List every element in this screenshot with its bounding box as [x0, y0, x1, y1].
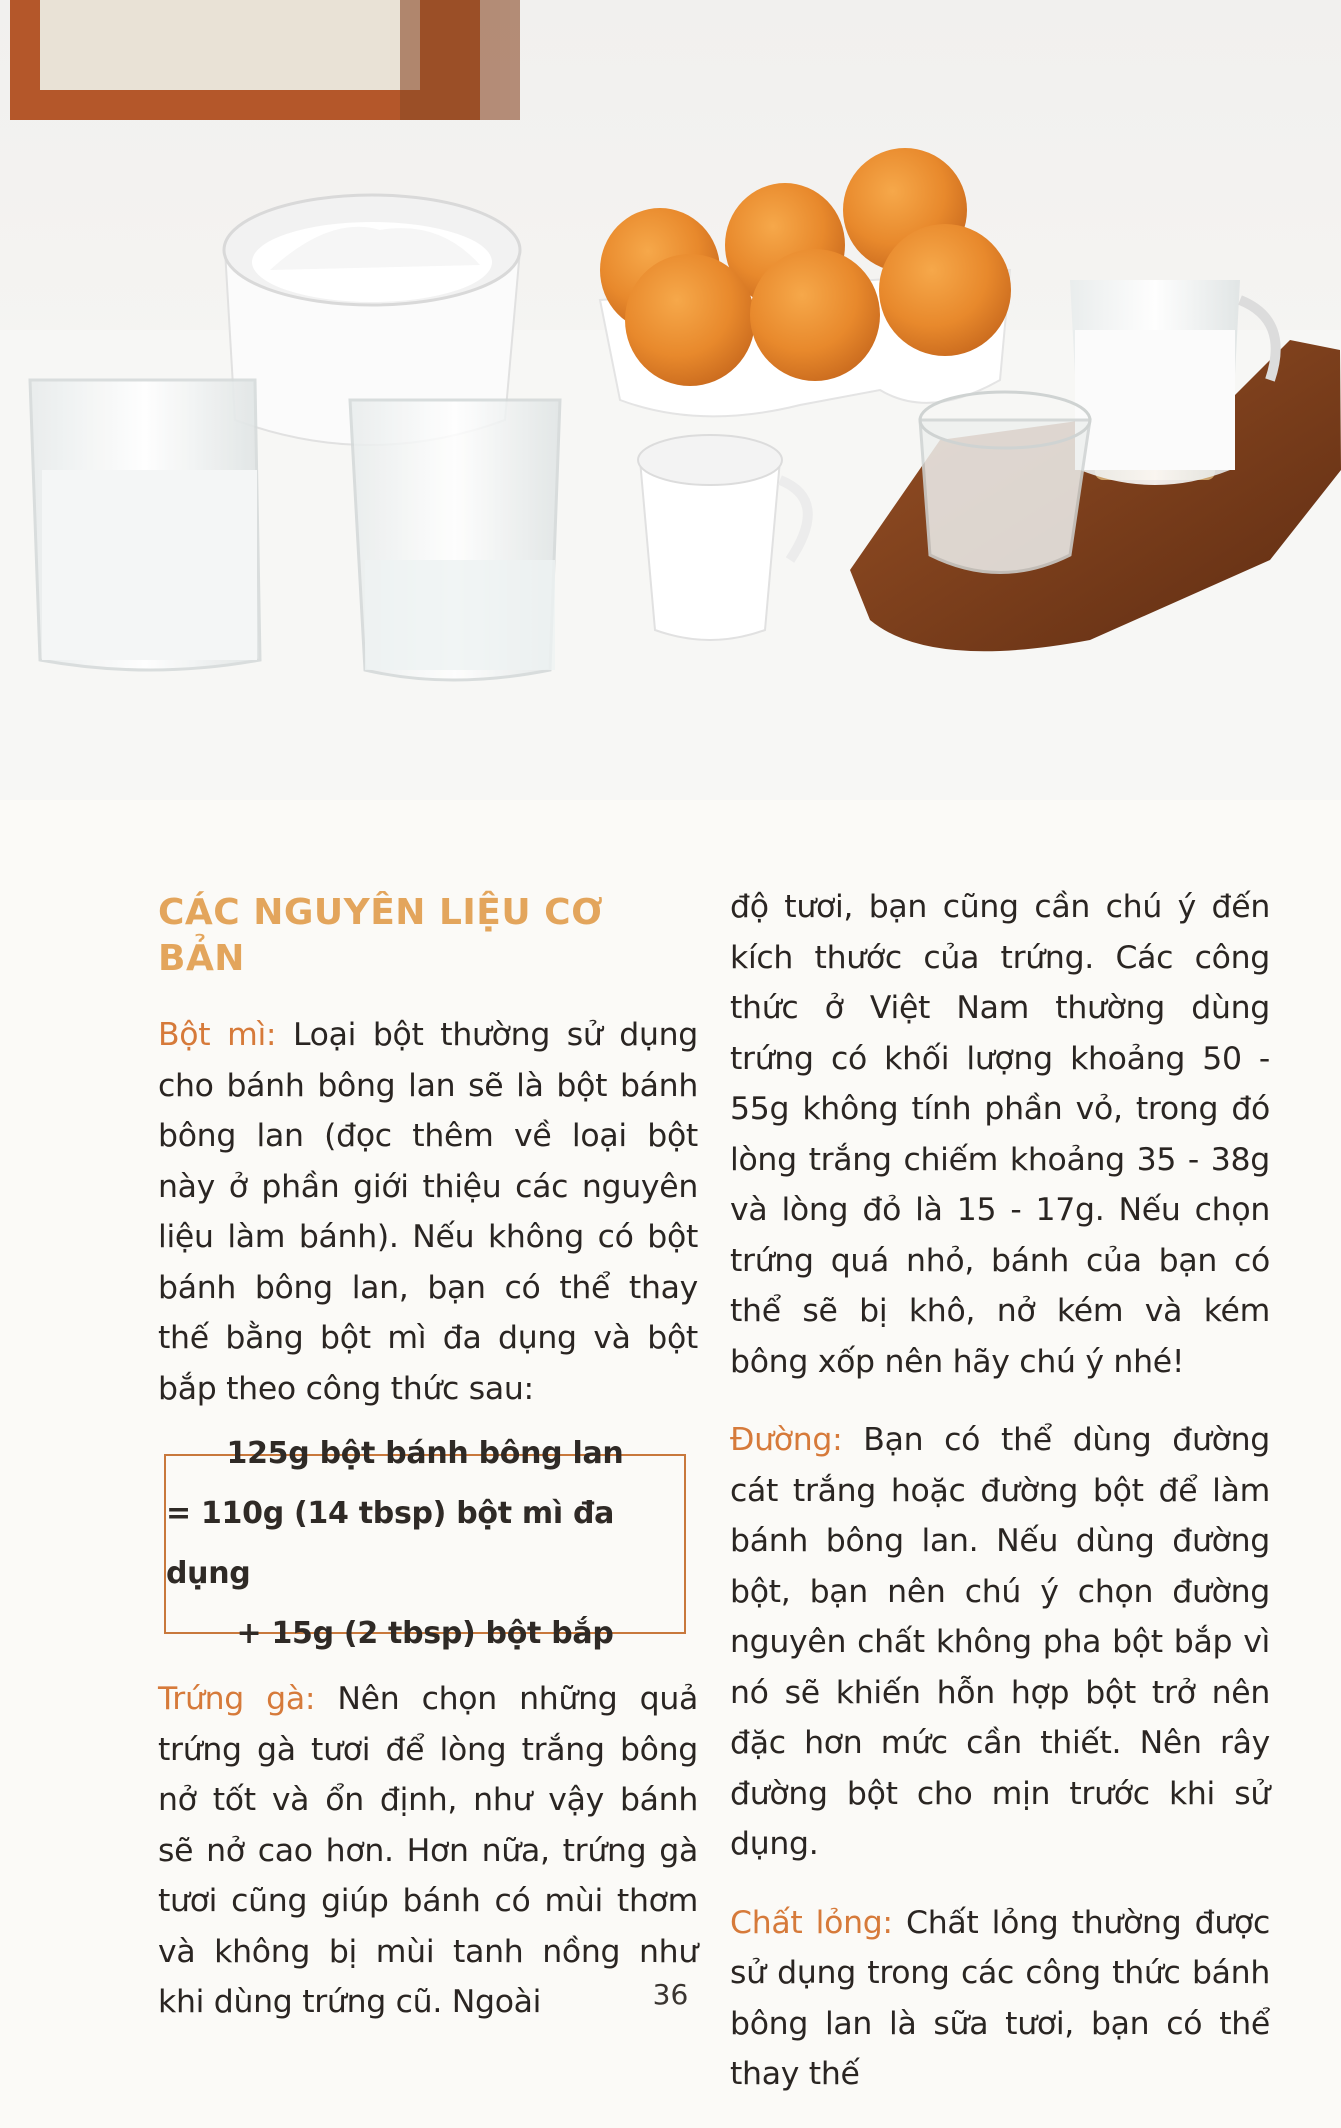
sugar-text: Bạn có thể dùng đường cát trắng hoặc đường bột để làm bánh bông lan. Nếu dùng đường bột, bạn nên chú ý chọn đường nguyên chất không pha bột bắp vì nó sẽ khiến hỗn hợp bột trở nên đặc hơn mức cần thiết. Nên rây đường bột cho mịn trước khi sử dụng.: [730, 1422, 1270, 1862]
formula-line-2: = 110g (14 tbsp) bột mì đa dụng: [166, 1496, 615, 1591]
section-title: CÁC NGUYÊN LIỆU CƠ BẢN: [158, 892, 604, 979]
eggs-term: Trứng gà:: [158, 1681, 316, 1717]
eggs-text-left: Nên chọn những quả trứng gà tươi để lòng trắng bông nở tốt và ổn định, như vậy bánh sẽ nở cao hơn. Hơn nữa, trứng gà tươi cũng giúp bánh có mùi thơm và không bị mùi tanh nồng như khi dùng trứng cũ. Ngoài: [158, 1681, 698, 2020]
sugar-paragraph: [730, 1415, 1270, 1870]
eggs-paragraph: [158, 1674, 698, 2028]
eggs-continued-paragraph: độ tươi, bạn cũng cần chú ý đến kích thước của trứng. Các công thức ở Việt Nam thường dùng trứng có khối lượng khoảng 50 - 55g không tính phần vỏ, trong đó lòng trắng chiếm khoảng 35 - 38g và lòng đỏ là 15 - 17g. Nếu chọn trứng quá nhỏ, bánh của bạn có thể sẽ bị khô, nở kém và kém bông xốp nên hãy chú ý nhé!: [730, 889, 1270, 1380]
egg-tray: [600, 148, 1011, 416]
sugar-term: Đường:: [730, 1422, 843, 1458]
formula-line-1: 125g bột bánh bông lan: [226, 1436, 624, 1471]
right-column: [730, 882, 1270, 2128]
water-glass: [350, 400, 560, 680]
small-pitcher: [920, 392, 1090, 573]
ingredients-photo: [0, 0, 1341, 800]
left-column: [158, 878, 698, 2056]
formula-line-3: + 15g (2 tbsp) bột bắp: [236, 1616, 614, 1651]
ingredients-illustration: [0, 0, 1341, 800]
flour-term: Bột mì:: [158, 1017, 277, 1053]
flour-formula-box: [164, 1436, 686, 1651]
flour-paragraph: [158, 1010, 698, 1414]
page-number: 36: [652, 1978, 689, 2011]
wooden-frame: [10, 0, 520, 120]
left-glass: [30, 380, 260, 670]
flour-text: Loại bột thường sử dụng cho bánh bông lan sẽ là bột bánh bông lan (đọc thêm về loại bột này ở phần giới thiệu các nguyên liệu làm bánh). Nếu không có bột bánh bông lan, bạn có thể thay thế bằng bột mì đa dụng và bột bắp theo công thức sau:: [158, 1017, 698, 1407]
liquid-term: Chất lỏng:: [730, 1904, 893, 1941]
liquid-text: Chất lỏng thường được sử dụng trong các công thức bánh bông lan là sữa tươi, bạn có thể thay thế: [730, 1904, 1270, 2092]
